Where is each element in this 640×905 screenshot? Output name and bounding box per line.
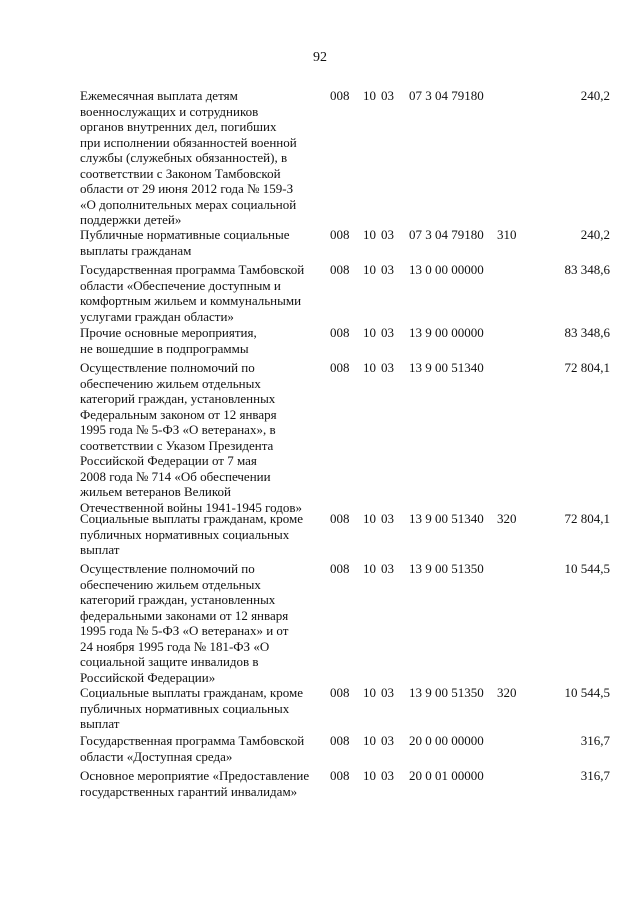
section-code: 10 <box>363 685 376 700</box>
amount: 316,7 <box>580 733 610 748</box>
amount: 83 348,6 <box>564 325 610 340</box>
amount: 10 544,5 <box>564 561 610 576</box>
row-name-line: выплаты гражданам <box>80 242 192 258</box>
page-number: 92 <box>313 50 327 65</box>
amount: 83 348,6 <box>564 262 610 277</box>
ministry-code: 008 <box>330 227 350 242</box>
ministry-code: 008 <box>330 685 350 700</box>
row-name-line: Федеральным законом от 12 января <box>80 406 277 422</box>
ministry-code: 008 <box>330 561 350 576</box>
amount: 316,7 <box>580 768 610 783</box>
target-article-code: 13 9 00 00000 <box>409 325 484 340</box>
row-name-line: Государственная программа Тамбовской <box>80 262 305 277</box>
subsection-code: 03 <box>381 561 394 576</box>
subsection-code: 03 <box>381 360 394 375</box>
row-name-line: не вошедшие в подпрограммы <box>80 340 249 356</box>
row-name <box>80 768 326 799</box>
amount: 72 804,1 <box>564 511 610 526</box>
row-name-line: публичных нормативных социальных <box>80 526 290 542</box>
row-name-line: 1995 года № 5-ФЗ «О ветеранах», в <box>80 422 276 437</box>
row-name <box>80 685 326 732</box>
target-article-code: 13 9 00 51350 <box>409 561 484 576</box>
target-article-code: 20 0 01 00000 <box>409 768 484 783</box>
row-name-line: обеспечению жильем отдельных <box>80 576 261 592</box>
expense-type-code: 320 <box>497 511 517 526</box>
subsection-code: 03 <box>381 227 394 242</box>
section-code: 10 <box>363 262 376 277</box>
target-article-code: 07 3 04 79180 <box>409 227 484 242</box>
row-name <box>80 511 326 558</box>
subsection-code: 03 <box>381 733 394 748</box>
target-article-code: 13 9 00 51340 <box>409 511 484 526</box>
row-name <box>80 88 326 228</box>
row-name-line: Отечественной войны 1941-1945 годов» <box>80 499 302 515</box>
row-name-line: Ежемесячная выплата детям <box>80 88 238 103</box>
row-name <box>80 561 326 685</box>
row-name <box>80 325 326 356</box>
row-name-line: категорий граждан, установленных <box>80 391 276 406</box>
subsection-code: 03 <box>381 685 394 700</box>
amount: 10 544,5 <box>564 685 610 700</box>
target-article-code: 13 9 00 51350 <box>409 685 484 700</box>
subsection-code: 03 <box>381 325 394 340</box>
row-name <box>80 360 326 515</box>
row-name-line: области «Доступная среда» <box>80 748 233 764</box>
ministry-code: 008 <box>330 733 350 748</box>
row-name-line: услугами граждан области» <box>80 308 234 324</box>
row-name-line: Основное мероприятие «Предоставление <box>80 768 310 783</box>
row-name-line: 2008 года № 714 «Об обеспечении <box>80 468 271 484</box>
row-name-line: Российской Федерации» <box>80 669 216 685</box>
row-name-line: «О дополнительных мерах социальной <box>80 196 297 212</box>
section-code: 10 <box>363 360 376 375</box>
subsection-code: 03 <box>381 511 394 526</box>
section-code: 10 <box>363 561 376 576</box>
row-name-line: жильем ветеранов Великой <box>80 484 231 499</box>
row-name <box>80 262 326 324</box>
row-name-line: социальной защите инвалидов в <box>80 654 259 669</box>
expense-type-code: 310 <box>497 227 517 242</box>
row-name-line: соответствии с Указом Президента <box>80 437 274 453</box>
row-name-line: военнослужащих и сотрудников <box>80 103 259 119</box>
target-article-code: 20 0 00 00000 <box>409 733 484 748</box>
row-name-line: при исполнении обязанностей военной <box>80 134 297 150</box>
amount: 240,2 <box>580 88 610 103</box>
target-article-code: 13 9 00 51340 <box>409 360 484 375</box>
row-name <box>80 733 326 764</box>
ministry-code: 008 <box>330 325 350 340</box>
row-name-line: Прочие основные мероприятия, <box>80 325 257 340</box>
row-name-line: государственных гарантий инвалидам» <box>80 783 298 799</box>
subsection-code: 03 <box>381 88 394 103</box>
section-code: 10 <box>363 511 376 526</box>
row-name-line: службы (служебных обязанностей), в <box>80 150 288 165</box>
row-name-line: 1995 года № 5-ФЗ «О ветеранах» и от <box>80 623 289 638</box>
row-name-line: комфортным жильем и коммунальными <box>80 293 302 308</box>
row-name-line: Социальные выплаты гражданам, кроме <box>80 511 303 526</box>
section-code: 10 <box>363 227 376 242</box>
section-code: 10 <box>363 88 376 103</box>
target-article-code: 13 0 00 00000 <box>409 262 484 277</box>
row-name <box>80 227 326 258</box>
ministry-code: 008 <box>330 88 350 103</box>
row-name-line: Государственная программа Тамбовской <box>80 733 305 748</box>
section-code: 10 <box>363 325 376 340</box>
section-code: 10 <box>363 768 376 783</box>
row-name-line: выплат <box>80 542 120 557</box>
row-name-line: Российской Федерации от 7 мая <box>80 453 257 468</box>
row-name-line: публичных нормативных социальных <box>80 700 290 716</box>
row-name-line: категорий граждан, установленных <box>80 592 276 607</box>
row-name-line: Осуществление полномочий по <box>80 360 255 375</box>
amount: 72 804,1 <box>564 360 610 375</box>
row-name-line: 24 ноября 1995 года № 181-ФЗ «О <box>80 638 270 654</box>
subsection-code: 03 <box>381 262 394 277</box>
row-name-line: федеральными законами от 12 января <box>80 607 289 623</box>
expense-type-code: 320 <box>497 685 517 700</box>
row-name-line: области от 29 июня 2012 года № 159-З <box>80 181 294 196</box>
row-name-line: выплат <box>80 716 120 731</box>
ministry-code: 008 <box>330 360 350 375</box>
row-name-line: Осуществление полномочий по <box>80 561 255 576</box>
ministry-code: 008 <box>330 262 350 277</box>
row-name-line: Публичные нормативные социальные <box>80 227 290 242</box>
section-code: 10 <box>363 733 376 748</box>
row-name-line: области «Обеспечение доступным и <box>80 277 281 293</box>
target-article-code: 07 3 04 79180 <box>409 88 484 103</box>
row-name-line: поддержки детей» <box>80 212 182 227</box>
row-name-line: обеспечению жильем отдельных <box>80 375 261 391</box>
ministry-code: 008 <box>330 511 350 526</box>
row-name-line: органов внутренних дел, погибших <box>80 119 277 134</box>
row-name-line: Социальные выплаты гражданам, кроме <box>80 685 303 700</box>
row-name-line: соответствии с Законом Тамбовской <box>80 165 281 181</box>
subsection-code: 03 <box>381 768 394 783</box>
ministry-code: 008 <box>330 768 350 783</box>
amount: 240,2 <box>580 227 610 242</box>
